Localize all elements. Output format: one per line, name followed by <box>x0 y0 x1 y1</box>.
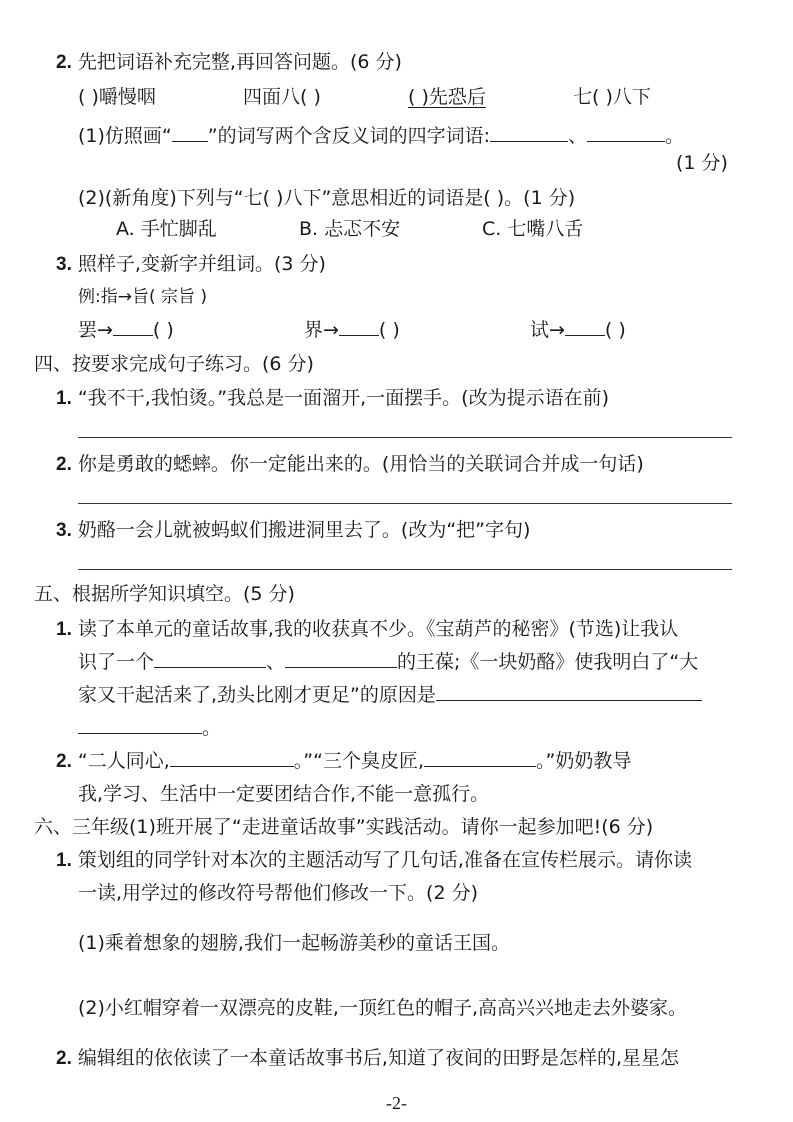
q2-word-1: ( )嚼慢咽 <box>78 86 156 108</box>
section-6-heading: 六、三年级(1)班开展了“走进童话故事”实践活动。请你一起参加吧!(6 分) <box>34 816 654 838</box>
q3-item-2-char-blank[interactable] <box>339 317 379 336</box>
q3-item-3-word-blank[interactable]: ( ) <box>604 319 626 341</box>
s4-item-1-answer-line[interactable] <box>78 437 732 438</box>
q2-option-b: B. 忐忑不安 <box>299 218 401 240</box>
q3-item-1: 罢→ ( ) <box>78 319 174 341</box>
s5-q1-line4: 。 <box>78 714 221 742</box>
s4-item-3-answer-line[interactable] <box>78 569 732 570</box>
s5-q1-blank-1[interactable] <box>154 649 266 668</box>
q2-word-4: 七( )八下 <box>573 86 651 108</box>
q3-item-3-char-blank[interactable] <box>565 317 605 336</box>
s5-q2-blank-1[interactable] <box>170 748 294 767</box>
s6-q1-sentence-1: (1)乘着想象的翅膀,我们一起畅游美秒的童话王国。 <box>78 932 510 954</box>
s6-q1-sentence-2: (2)小红帽穿着一双漂亮的皮鞋,一顶红色的帽子,高高兴兴地走去外婆家。 <box>78 997 687 1019</box>
q3-item-2-word-blank[interactable]: ( ) <box>378 319 400 341</box>
s5-q1-blank-2[interactable] <box>285 649 397 668</box>
q2-sub1-sample-blank[interactable] <box>172 123 208 142</box>
s6-q1-line2: 一读,用学过的修改符号帮他们修改一下。(2 分) <box>78 882 478 904</box>
s5-q2-line1: 2. “二人同心, 。”“三个臭皮匠, 。”奶奶教导 <box>56 750 632 772</box>
s5-q1-blank-3[interactable] <box>436 682 702 701</box>
s4-item-2-answer-line[interactable] <box>78 503 732 504</box>
s4-item-2: 2. 你是勇敢的蟋蟀。你一定能出来的。(用恰当的关联词合并成一句话) <box>56 453 644 475</box>
s5-q2-line2: 我,学习、生活中一定要团结合作,不能一意孤行。 <box>78 783 490 805</box>
s5-q1-line2: 识了一个 、 的王葆;《一块奶酪》使我明白了“大 <box>78 651 699 673</box>
q2-option-a: A. 手忙脚乱 <box>116 218 217 240</box>
q2-word-3: ( )先恐后 <box>408 86 486 108</box>
q3-item-1-char-blank[interactable] <box>113 317 153 336</box>
q2-sub1-score: (1 分) <box>676 152 728 174</box>
q3-item-3: 试→ ( ) <box>530 319 626 341</box>
s4-item-3: 3. 奶酪一会儿就被蚂蚁们搬进洞里去了。(改为“把”字句) <box>56 519 531 541</box>
q3-title: 3. 照样子,变新字并组词。(3 分) <box>56 253 326 275</box>
section-4-heading: 四、按要求完成句子练习。(6 分) <box>34 353 314 375</box>
s6-q1-line1: 1. 策划组的同学针对本次的主题活动写了几句话,准备在宣传栏展示。请你读 <box>56 849 692 871</box>
section-5-heading: 五、根据所学知识填空。(5 分) <box>34 583 295 605</box>
q2-title: 2. 先把词语补充完整,再回答问题。(6 分) <box>56 51 402 73</box>
q2-word-2: 四面八( ) <box>243 86 321 108</box>
q2-sub1: (1)仿照画“ ”的词写两个含反义词的四字词语: 、 。 <box>78 125 685 147</box>
s5-q2-blank-2[interactable] <box>424 748 536 767</box>
q2-option-c: C. 七嘴八舌 <box>482 218 584 240</box>
page-number: -2- <box>386 1093 407 1113</box>
q2-sub2: (2)(新角度)下列与“七( )八下”意思相近的词语是( )。(1 分) <box>78 187 576 209</box>
s5-q1-blank-3-cont[interactable] <box>78 715 202 734</box>
q3-item-1-word-blank[interactable]: ( ) <box>152 319 174 341</box>
s6-q2-line1: 2. 编辑组的依依读了一本童话故事书后,知道了夜间的田野是怎样的,星星怎 <box>56 1047 679 1069</box>
q3-item-2: 界→ ( ) <box>304 319 400 341</box>
q3-number: 3. <box>56 254 72 275</box>
s4-item-1: 1. “我不干,我怕烫。”我总是一面溜开,一面摆手。(改为提示语在前) <box>56 387 609 409</box>
s5-q1-line3: 家又干起活来了,劲头比刚才更足”的原因是 <box>78 681 702 709</box>
q2-sub1-answer-blank-2[interactable] <box>587 123 665 142</box>
s5-q1-line1: 1. 读了本单元的童话故事,我的收获真不少。《宝葫芦的秘密》(节选)让我认 <box>56 618 679 640</box>
q2-sub1-answer-blank-1[interactable] <box>490 123 568 142</box>
q3-example: 例:指→旨( 宗旨 ) <box>78 287 208 307</box>
q2-number: 2. <box>56 52 72 73</box>
